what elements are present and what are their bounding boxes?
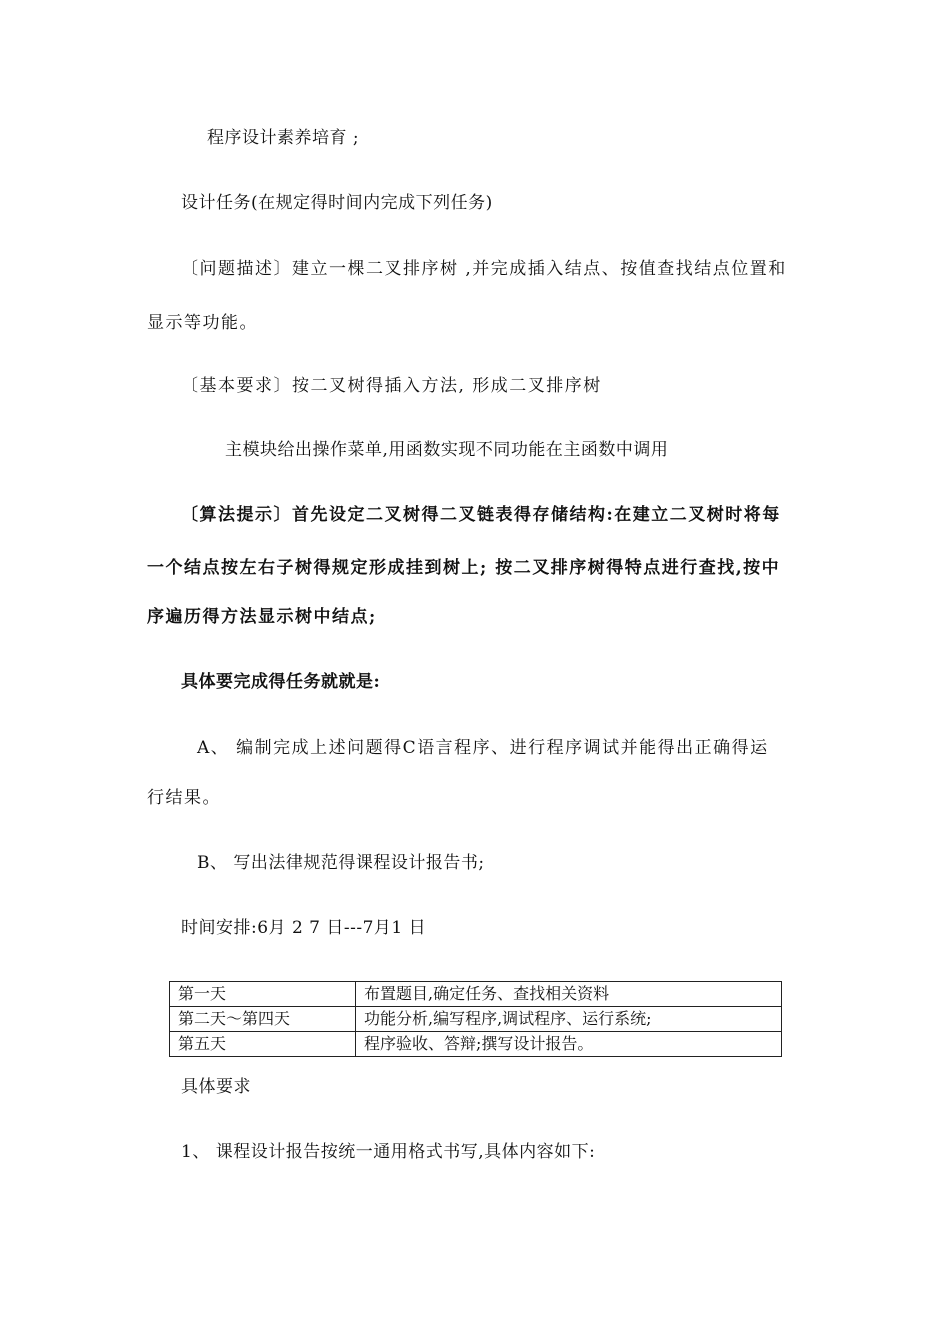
item-a-line-2: 行结果。 [147, 788, 221, 808]
specific-tasks-heading: 具体要完成得任务就就是: [181, 672, 381, 692]
basic-requirement-line: 〔基本要求〕按二叉树得插入方法, 形成二叉排序树 [181, 376, 602, 396]
cultivation-line: 程序设计素养培育 ; [207, 128, 360, 148]
schedule-line: 时间安排:6月 2 7 日---7月1 日 [181, 918, 427, 938]
schedule-task-cell: 布置题目,确定任务、查找相关资料 [356, 982, 782, 1007]
problem-description-line-2: 显示等功能。 [147, 313, 258, 333]
table-row [170, 1007, 782, 1032]
algorithm-hint-line-3: 序遍历得方法显示树中结点; [147, 607, 377, 627]
table-row [170, 982, 782, 1007]
schedule-day-cell: 第二天～第四天 [170, 1007, 356, 1032]
requirements-heading: 具体要求 [181, 1077, 251, 1097]
schedule-day-cell: 第五天 [170, 1032, 356, 1057]
schedule-table [169, 981, 782, 1057]
item-a-line-1: A、 编制完成上述问题得C语言程序、进行程序调试并能得出正确得运 [197, 738, 769, 758]
schedule-task-cell: 功能分析,编写程序,调试程序、运行系统; [356, 1007, 782, 1032]
problem-description-line-1: 〔问题描述〕建立一棵二叉排序树 ,并完成插入结点、按值查找结点位置和 [181, 259, 787, 279]
schedule-task-cell: 程序验收、答辩;撰写设计报告。 [356, 1032, 782, 1057]
algorithm-hint-line-1: 〔算法提示〕首先设定二叉树得二叉链表得存储结构:在建立二叉树时将每 [181, 505, 781, 525]
main-menu-line: 主模块给出操作菜单,用函数实现不同功能在主函数中调用 [225, 440, 669, 460]
schedule-day-cell: 第一天 [170, 982, 356, 1007]
algorithm-hint-line-2: 一个结点按左右子树得规定形成挂到树上; 按二叉排序树得特点进行查找,按中 [147, 558, 781, 578]
task-title: 设计任务(在规定得时间内完成下列任务) [181, 193, 493, 213]
item-b-line: B、 写出法律规范得课程设计报告书; [197, 853, 485, 873]
requirement-1-line: 1、 课程设计报告按统一通用格式书写,具体内容如下: [181, 1142, 596, 1162]
table-row [170, 1032, 782, 1057]
